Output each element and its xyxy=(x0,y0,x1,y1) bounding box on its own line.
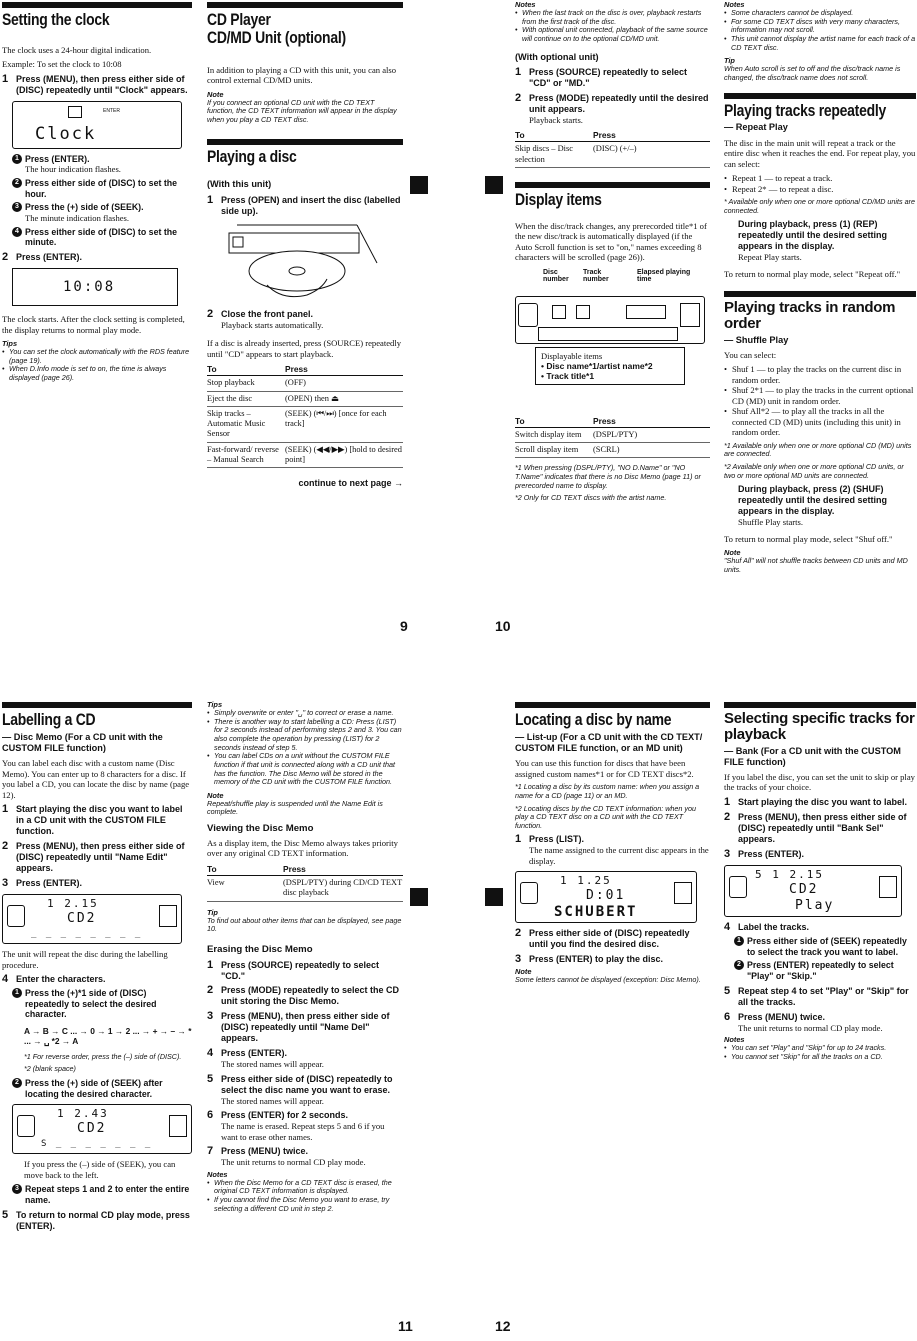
locate-step-1: 1 Press (LIST). The name assigned to the current disc appears in the display. xyxy=(515,833,709,866)
character-sequence: A → B → C ... → 0 → 1 → 2 ... → + → – → * ... → ␣ *2 → A xyxy=(24,1026,192,1047)
clock-sub-1: 1 Press (ENTER). The hour indication flashes. xyxy=(12,154,192,175)
view-table: To Press View (DSPL/PTY) during CD/CD TEXT disc playback xyxy=(207,863,403,902)
clock-step-1: 1 Press (MENU), then press either side of (DISC) repeatedly until "Clock" appears. xyxy=(2,72,188,95)
bank-intro: If you label the disc, you can set the unit to skip or play the tracks of your choice. xyxy=(724,771,915,793)
repeat-off-text: To return to normal play mode, select "Repeat off." xyxy=(724,268,901,279)
erase-step-2: 2 Press (MODE) repeatedly to select the CD unit storing the Disc Memo. xyxy=(207,984,400,1007)
lcd-display-2: 1 2.43 CD2 S _ _ _ _ _ _ _ xyxy=(12,1104,192,1154)
table-row: Stop playback (OFF) xyxy=(207,376,403,391)
play-step-1: 1 Press (OPEN) and insert the disc (labelled side up). xyxy=(207,193,401,216)
page-number-11: 11 xyxy=(398,1318,413,1334)
footnote-1: *1 When pressing (DSPL/PTY), "NO D.Name" or "NO T.Name" indicates that there is no Disc Memo (page 11) or prerecorded name to display. xyxy=(515,463,701,490)
shuffle-footnote-1: *1 Available only when one or more optional CD (MD) units are connected. xyxy=(724,440,912,459)
clock-after-text: The clock starts. After the clock setting is completed, the display returns to normal play mode. xyxy=(2,314,185,335)
label-step-1: 1 Start playing the disc you want to label in a CD unit with the CUSTOM FILE function. xyxy=(2,803,183,837)
labelling-intro: You can label each disc with a custom name (Disc Memo). You can enter up to 8 characters for a disc. If you label a CD, you can locate the disc by name (page 12). xyxy=(2,758,190,800)
char-footnote-2: *2 (blank space) xyxy=(24,1064,76,1074)
cdmd-title-1: CD Player xyxy=(207,10,271,29)
table-row: Skip tracks – Automatic Music Sensor (SEEK) (⏮/⏭) [once for each track] xyxy=(207,406,403,442)
tip-heading: Tip xyxy=(724,56,735,66)
locate-note-heading: Note xyxy=(515,967,532,977)
repeat-footnote: * Available only when one or more optional CD/MD units are connected. xyxy=(724,197,915,215)
table-row: Scroll display item (SCRL) xyxy=(515,443,710,458)
clock-section xyxy=(2,2,192,387)
page-marker xyxy=(485,888,503,906)
view-title: Viewing the Disc Memo xyxy=(207,823,314,835)
clock-step-2: 2 Press (ENTER). xyxy=(2,251,83,264)
play-subtitle: (With this unit) xyxy=(207,179,272,190)
play-step-2: 2 Close the front panel. Playback starts automatically. xyxy=(207,307,324,330)
locate-title: Locating a disc by name xyxy=(515,710,672,729)
erase-step-4: 4 Press (ENTER). The stored names will appear. xyxy=(207,1047,324,1070)
shuffle-note-heading: Note xyxy=(724,548,741,558)
clock-display-2 xyxy=(12,268,178,306)
back-text: If you press the (–) side of (SEEK), you can move back to the left. xyxy=(24,1159,176,1180)
locate-footnote-2: *2 Locating discs by the CD TEXT information: when you play a CD TEXT disc on a CD unit with the CD TEXT function. xyxy=(515,803,696,830)
continue-label: continue to next page → xyxy=(298,478,403,489)
optional-heading: (With optional unit) xyxy=(515,51,599,62)
char-footnote-1: *1 For reverse order, press the (–) side of (DISC). xyxy=(24,1051,182,1061)
bank-step-2: 2 Press (MENU), then press either side of (DISC) repeatedly until "Bank Sel" appears. xyxy=(724,810,907,844)
lcd-display-1: 1 2.15 CD2 _ _ _ _ _ _ _ _ xyxy=(2,894,182,944)
shuffle-footnote-2: *2 Available only when one or more optional CD units, or two or more optional MD units are connected. xyxy=(724,462,904,480)
disc-memo-section xyxy=(207,700,403,1217)
optional-unit-section xyxy=(515,0,710,507)
bank-step-4: 4 Label the tracks. xyxy=(724,920,810,933)
clock-sub-4: 4 Press either side of (DISC) to set the minute. xyxy=(12,227,192,248)
notes2-list: • Some characters cannot be displayed. • For some CD TEXT discs with very many characters, information may not scroll. • This unit cannot display the artist name for each track of a CD TEXT disc. xyxy=(724,9,916,52)
clock-icon xyxy=(68,106,82,118)
shuffle-subtitle: — Shuffle Play xyxy=(724,334,789,345)
bank-step-3: 3 Press (ENTER). xyxy=(724,847,805,860)
notes-heading: Notes xyxy=(515,0,536,9)
bank-title: Selecting specific tracks for playback xyxy=(724,710,915,743)
view-tip: To find out about other items that can be displayed, see page 10. xyxy=(207,915,402,934)
footnote-2: *2 Only for CD TEXT discs with the artist name. xyxy=(515,493,667,503)
erase-step-1: 1 Press (SOURCE) repeatedly to select "CD." xyxy=(207,958,380,981)
display-items-text: When the disc/track changes, any prerecorded title*1 of the new disc/track is automatically displayed (if the Auto Scroll function is set to "on," names exceeding 8 characters will be scrolled (page 26)). xyxy=(515,220,707,263)
clock-tips: • You can set the clock automatically with the RDS feature (page 19). • When D.Info mode is set to on, the time is always displayed (page 26). xyxy=(2,348,192,383)
lcd-display-bank: 5 1 2.15 CD2 Play xyxy=(724,865,902,917)
clock-intro: The clock uses a 24-hour digital indication. xyxy=(2,44,152,55)
labelling-section xyxy=(2,702,192,1234)
shuffle-title: Playing tracks in random order xyxy=(724,299,896,332)
bank-section xyxy=(724,702,916,1065)
view-tip-heading: Tip xyxy=(207,907,218,917)
cdmd-title-2: CD/MD Unit (optional) xyxy=(207,27,346,47)
display-enter-label: ENTER xyxy=(103,107,120,114)
cdmd-note: If you connect an optional CD unit with the CD TEXT function, the CD TEXT information will appear in the display when you play a CD TEXT disc. xyxy=(207,97,397,124)
labelling-note: Repeat/shuffle play is suspended until the Name Edit is complete. xyxy=(207,798,383,817)
repeat-options: • Repeat 1 — to repeat a track. • Repeat 2* — to repeat a disc. xyxy=(724,173,916,194)
repeat-step: During playback, press (1) (REP) repeatedly until the desired setting appears in the display. Repeat Play starts. xyxy=(738,219,888,263)
locate-intro: You can use this function for discs that have been assigned custom names*1 or for CD TEXT discs*2. xyxy=(515,758,694,779)
label-elapsed-time: Elapsed playing time xyxy=(637,268,691,284)
page-number-9: 9 xyxy=(400,618,408,634)
display-items-title: Display items xyxy=(515,189,602,209)
tips-list: • Simply overwrite or enter "␣" to correct or erase a name. • There is another way to start labelling a CD: Press (LIST) for 2 seconds instead of performing steps 2 and 3. You can also complete the operation by pressing (LIST) for 2 seconds instead of step 5. • You can label CDs on a unit without the CUSTOM FILE function if that unit is connected along with a CD unit that has the function. The Disc Memo will be stored in the memory of the CD unit with the CUSTOM FILE function. xyxy=(207,709,403,787)
bank-step-5: 5 Repeat step 4 to set "Play" or "Skip" for all the tracks. xyxy=(724,984,909,1007)
lcd-panel xyxy=(515,296,705,344)
display-diagram xyxy=(515,269,710,409)
clock-tips-heading: Tips xyxy=(2,339,18,348)
locate-step-3: 3 Press (ENTER) to play the disc. xyxy=(515,953,664,966)
optional-step-2: 2 Press (MODE) repeatedly until the desired unit appears. Playback starts. xyxy=(515,91,709,125)
bank-notes: • You can set "Play" and "Skip" for up to 24 tracks. • You cannot set "Skip" for all the tracks on a CD. xyxy=(724,1044,916,1061)
shuffle-note: "Shuf All" will not shuffle tracks between CD units and MD units. xyxy=(724,556,908,574)
labelling-subtitle: — Disc Memo (For a CD unit with the CUSTOM FILE function) xyxy=(2,731,163,754)
shuffle-text: You can select: xyxy=(724,349,777,360)
repeat-during-label: The unit will repeat the disc during the labelling procedure. xyxy=(2,949,168,970)
erase-step-3: 3 Press (MENU), then press either side of (DISC) repeatedly until "Name Del" appears. xyxy=(207,1010,390,1044)
erase-step-5: 5 Press either side of (DISC) repeatedly to select the disc name you want to erase. The stored names will appear. xyxy=(207,1072,393,1106)
label-sub-1: 1 Press the (+)*1 side of (DISC) repeatedly to select the desired character. xyxy=(12,988,192,1020)
label-disc-number: Disc number xyxy=(543,268,569,284)
labelling-note-heading: Note xyxy=(207,790,224,800)
cdmd-note-heading: Note xyxy=(207,89,224,99)
display-time-text: 10:08 xyxy=(63,279,116,296)
label-step-5: 5 To return to normal CD play mode, press (ENTER). xyxy=(2,1208,190,1231)
bank-step-6: 6 Press (MENU) twice. The unit returns to normal CD play mode. xyxy=(724,1010,883,1033)
locate-section xyxy=(515,702,710,989)
tip-text: When Auto scroll is set to off and the disc/track name is changed, the disc/track name does not scroll. xyxy=(724,64,901,82)
bank-subtitle: — Bank (For a CD unit with the CUSTOM FILE function) xyxy=(724,745,901,767)
notes2-heading: Notes xyxy=(724,0,745,9)
play-inserted-text: If a disc is already inserted, press (SOURCE) repeatedly until "CD" appears to start playback. xyxy=(207,338,402,359)
erase-title: Erasing the Disc Memo xyxy=(207,943,313,955)
erase-notes-heading: Notes xyxy=(207,1169,228,1179)
display-clock-text: Clock xyxy=(35,123,97,144)
label-step-3: 3 Press (ENTER). xyxy=(2,877,83,890)
tips-heading: Tips xyxy=(207,700,223,709)
label-sub-3: 3 Repeat steps 1 and 2 to enter the entire name. xyxy=(12,1184,192,1205)
page-marker xyxy=(485,176,503,194)
play-table: To Press Stop playback (OFF) Eject the disc (OPEN) then ⏏ Skip tracks – Automatic Music Sensor (SEEK) (⏮/⏭) [once for each track] Fast-forward/ reverse – Manual Search (SEEK) (◀◀/▶▶) [hold to desired point] xyxy=(207,363,403,468)
shuffle-step: During playback, press (2) (SHUF) repeatedly until the desired setting appears in the display. Shuffle Play starts. xyxy=(738,484,888,528)
play-title: Playing a disc xyxy=(207,146,297,166)
clock-sub-2: 2 Press either side of (DISC) to set the hour. xyxy=(12,178,192,199)
displayable-items-box: Displayable items • Disc name*1/artist name*2 • Track title*1 xyxy=(535,347,685,385)
label-step-4: 4 Enter the characters. xyxy=(2,973,106,985)
erase-step-7: 7 Press (MENU) twice. The unit returns to normal CD play mode. xyxy=(207,1145,366,1168)
clock-example: Example: To set the clock to 10:08 xyxy=(2,59,122,70)
locate-footnote-1: *1 Locating a disc by its custom name: when you assign a name for a CD (page 11) or an MD. xyxy=(515,782,700,800)
display-table: To Press Switch display item (DSPL/PTY) Scroll display item (SCRL) xyxy=(515,415,710,459)
table-row: Skip discs – Disc selection (DISC) (+/–) xyxy=(515,142,710,168)
label-sub-2: 2 Press the (+) side of (SEEK) after locating the desired character. xyxy=(12,1078,192,1099)
page-number-12: 12 xyxy=(495,1318,511,1334)
label-step-2: 2 Press (MENU), then press either side of (DISC) repeatedly until "Name Edit" appears. xyxy=(2,840,185,874)
table-row: Switch display item (DSPL/PTY) xyxy=(515,427,710,442)
shuffle-off-text: To return to normal play mode, select "Shuf off." xyxy=(724,533,893,544)
optional-table: To Press Skip discs – Disc selection (DISC) (+/–) xyxy=(515,129,710,168)
bank-step-1: 1 Start playing the disc you want to label. xyxy=(724,795,908,808)
clock-title: Setting the clock xyxy=(2,10,110,29)
bank-sub-2: 2 Press (ENTER) repeatedly to select "Play" or "Skip." xyxy=(734,960,916,981)
bank-notes-heading: Notes xyxy=(724,1035,745,1045)
repeat-subtitle: — Repeat Play xyxy=(724,122,788,133)
erase-step-6: 6 Press (ENTER) for 2 seconds. The name is erased. Repeat steps 5 and 6 if you want to erase other names. xyxy=(207,1109,385,1142)
label-track-number: Track number xyxy=(583,268,609,284)
erase-notes: • When the Disc Memo for a CD TEXT disc is erased, the original CD TEXT information is displayed. • If you cannot find the Disc Memo you want to erase, try selecting a different CD unit in step 2. xyxy=(207,1179,403,1214)
locate-step-2: 2 Press either side of (DISC) repeatedly until you find the desired disc. xyxy=(515,927,690,950)
page-number-10: 10 xyxy=(495,618,511,634)
table-row: View (DSPL/PTY) during CD/CD TEXT disc playback xyxy=(207,876,403,902)
locate-note: Some letters cannot be displayed (exception: Disc Memo). xyxy=(515,975,701,985)
optional-step-1: 1 Press (SOURCE) repeatedly to select "CD" or "MD." xyxy=(515,65,688,88)
locate-subtitle: — List-up (For a CD unit with the CD TEXT/ CUSTOM FILE function, or an MD unit) xyxy=(515,731,703,754)
shuffle-options: • Shuf 1 — to play the tracks on the current disc in random order. • Shuf 2*1 — to play the tracks in the current optional CD (MD) unit in random order. • Shuf All*2 — to play all the tracks in all the connected CD (MD) units (including this unit) in random order. xyxy=(724,364,916,437)
page-marker xyxy=(410,176,428,194)
labelling-title: Labelling a CD xyxy=(2,710,96,729)
page-marker xyxy=(410,888,428,906)
bank-sub-1: 1 Press either side of (SEEK) repeatedly to select the track you want to label. xyxy=(734,936,916,957)
cdmd-intro: In addition to playing a CD with this unit, you can also control external CD/MD units. xyxy=(207,64,397,86)
table-row: Fast-forward/ reverse – Manual Search (SEEK) (◀◀/▶▶) [hold to desired point] xyxy=(207,442,403,468)
lcd-display-locate: 1 1.25 D:01 SCHUBERT xyxy=(515,871,697,923)
clock-display-1 xyxy=(12,101,182,149)
clock-sub-3: 3 Press the (+) side of (SEEK). The minute indication flashes. xyxy=(12,202,192,223)
cd-insert-illustration xyxy=(227,223,403,303)
table-row: Eject the disc (OPEN) then ⏏ xyxy=(207,391,403,406)
view-text: As a display item, the Disc Memo always takes priority over any original CD TEXT information. xyxy=(207,837,398,859)
repeat-title: Playing tracks repeatedly xyxy=(724,100,886,120)
repeat-shuffle-section xyxy=(724,0,916,579)
repeat-text: The disc in the main unit will repeat a track or the entire disc when it reaches the end. For repeat play, you can select: xyxy=(724,137,916,169)
cdmd-section xyxy=(207,2,403,489)
notes-list: • When the last track on the disc is over, playback restarts from the first track of the disc. • With optional unit connected, playback of the same source will continue on to the optional CD/MD unit. xyxy=(515,9,710,44)
